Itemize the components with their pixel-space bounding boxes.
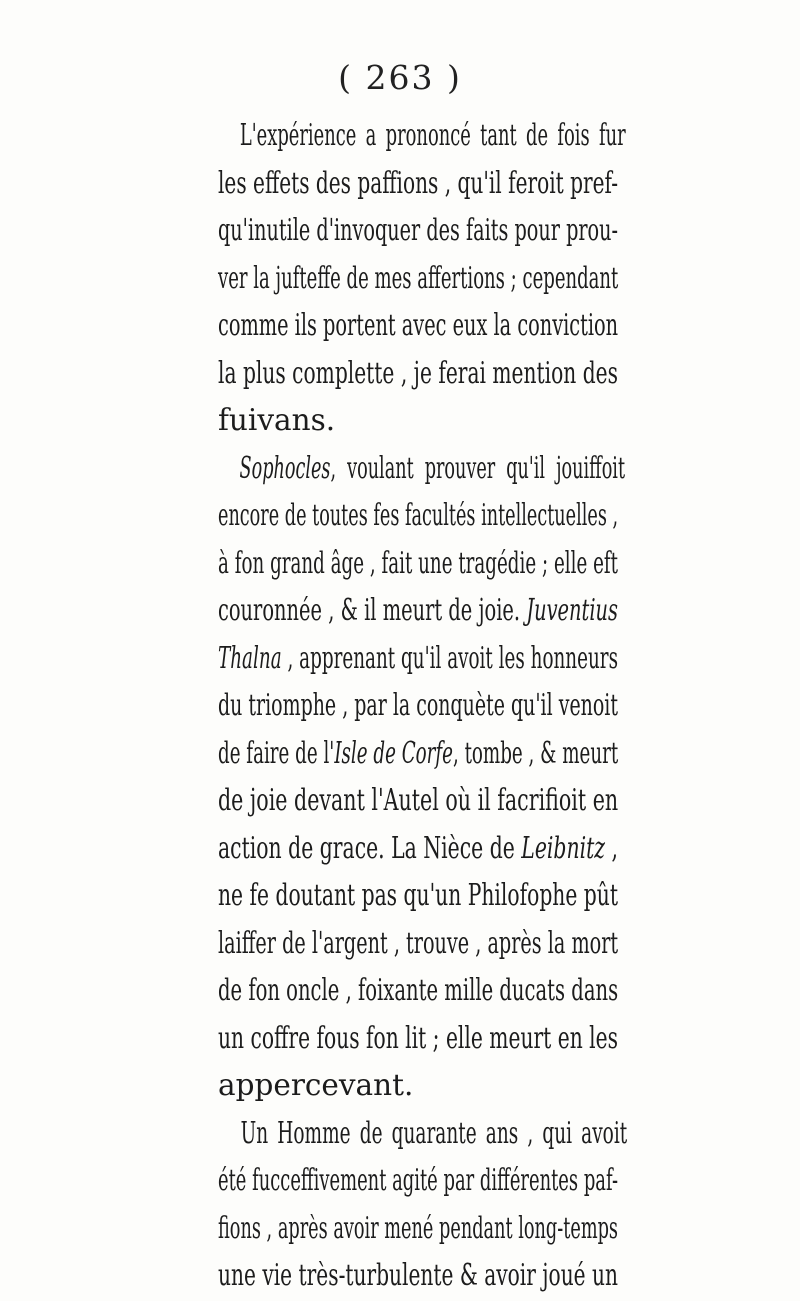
text-line: une vie très-turbulente & avoir joué un <box>218 1258 619 1292</box>
text-line: qu'inutile d'invoquer des faits pour prou- <box>218 213 618 247</box>
text-line: fions , après avoir mené pendant long-temps <box>218 1210 618 1245</box>
text-line: les effets des paffions , qu'il feroit pref- <box>218 165 618 200</box>
text-line: ne fe doutant pas qu'un Philofophe pût <box>218 878 618 912</box>
text-line: de joie devant l'Autel où il facrifioit en <box>218 783 619 817</box>
italic-name: Leibnitz <box>521 830 606 865</box>
text-line: la plus complette , je ferai mention des <box>218 355 618 390</box>
text-line: Sophocles, voulant prouver qu'il jouiffoit <box>239 450 626 485</box>
text-line: un coffre fous fon lit ; elle meurt en les <box>218 1020 619 1055</box>
body-text <box>218 112 628 1300</box>
text-line: fuivans. <box>218 403 336 437</box>
text-line: appercevant. <box>218 1068 414 1102</box>
italic-name: Sophocles <box>239 450 331 485</box>
text-line: couronnée , & il meurt de joie. Juventius <box>218 593 618 627</box>
italic-place: Isle de Corfe <box>334 735 453 770</box>
text-line: ver la jufteffe de mes affertions ; cependant <box>218 260 619 295</box>
italic-name: Juventius <box>526 593 618 627</box>
text-line: laiffer de l'argent , trouve , après la mort <box>218 925 619 960</box>
text-line: été fucceffivement agité par différentes paf- <box>218 1163 618 1197</box>
text-line: de fon oncle , foixante mille ducats dans <box>218 973 619 1007</box>
text-line: comme ils portent avec eux la conviction <box>218 308 619 342</box>
text-line: de faire de l'Isle de Corfe, tombe , & meurt <box>218 735 619 770</box>
text-line: encore de toutes fes facultés intellectuelles , <box>218 498 619 532</box>
italic-name: Thalna <box>218 640 282 675</box>
text-line: action de grace. La Nièce de Leibnitz , <box>218 830 618 865</box>
text-line: du triomphe , par la conquète qu'il venoit <box>218 688 618 722</box>
text-line: Thalna , apprenant qu'il avoit les honneurs <box>218 640 618 675</box>
text-line: à fon grand âge , fait une tragédie ; elle eft <box>218 545 618 580</box>
text-line: L'expérience a prononcé tant de fois fur <box>239 118 626 152</box>
page-number: ( 263 ) <box>338 58 462 97</box>
text-line: Un Homme de quarante ans , qui avoit <box>240 1115 628 1150</box>
